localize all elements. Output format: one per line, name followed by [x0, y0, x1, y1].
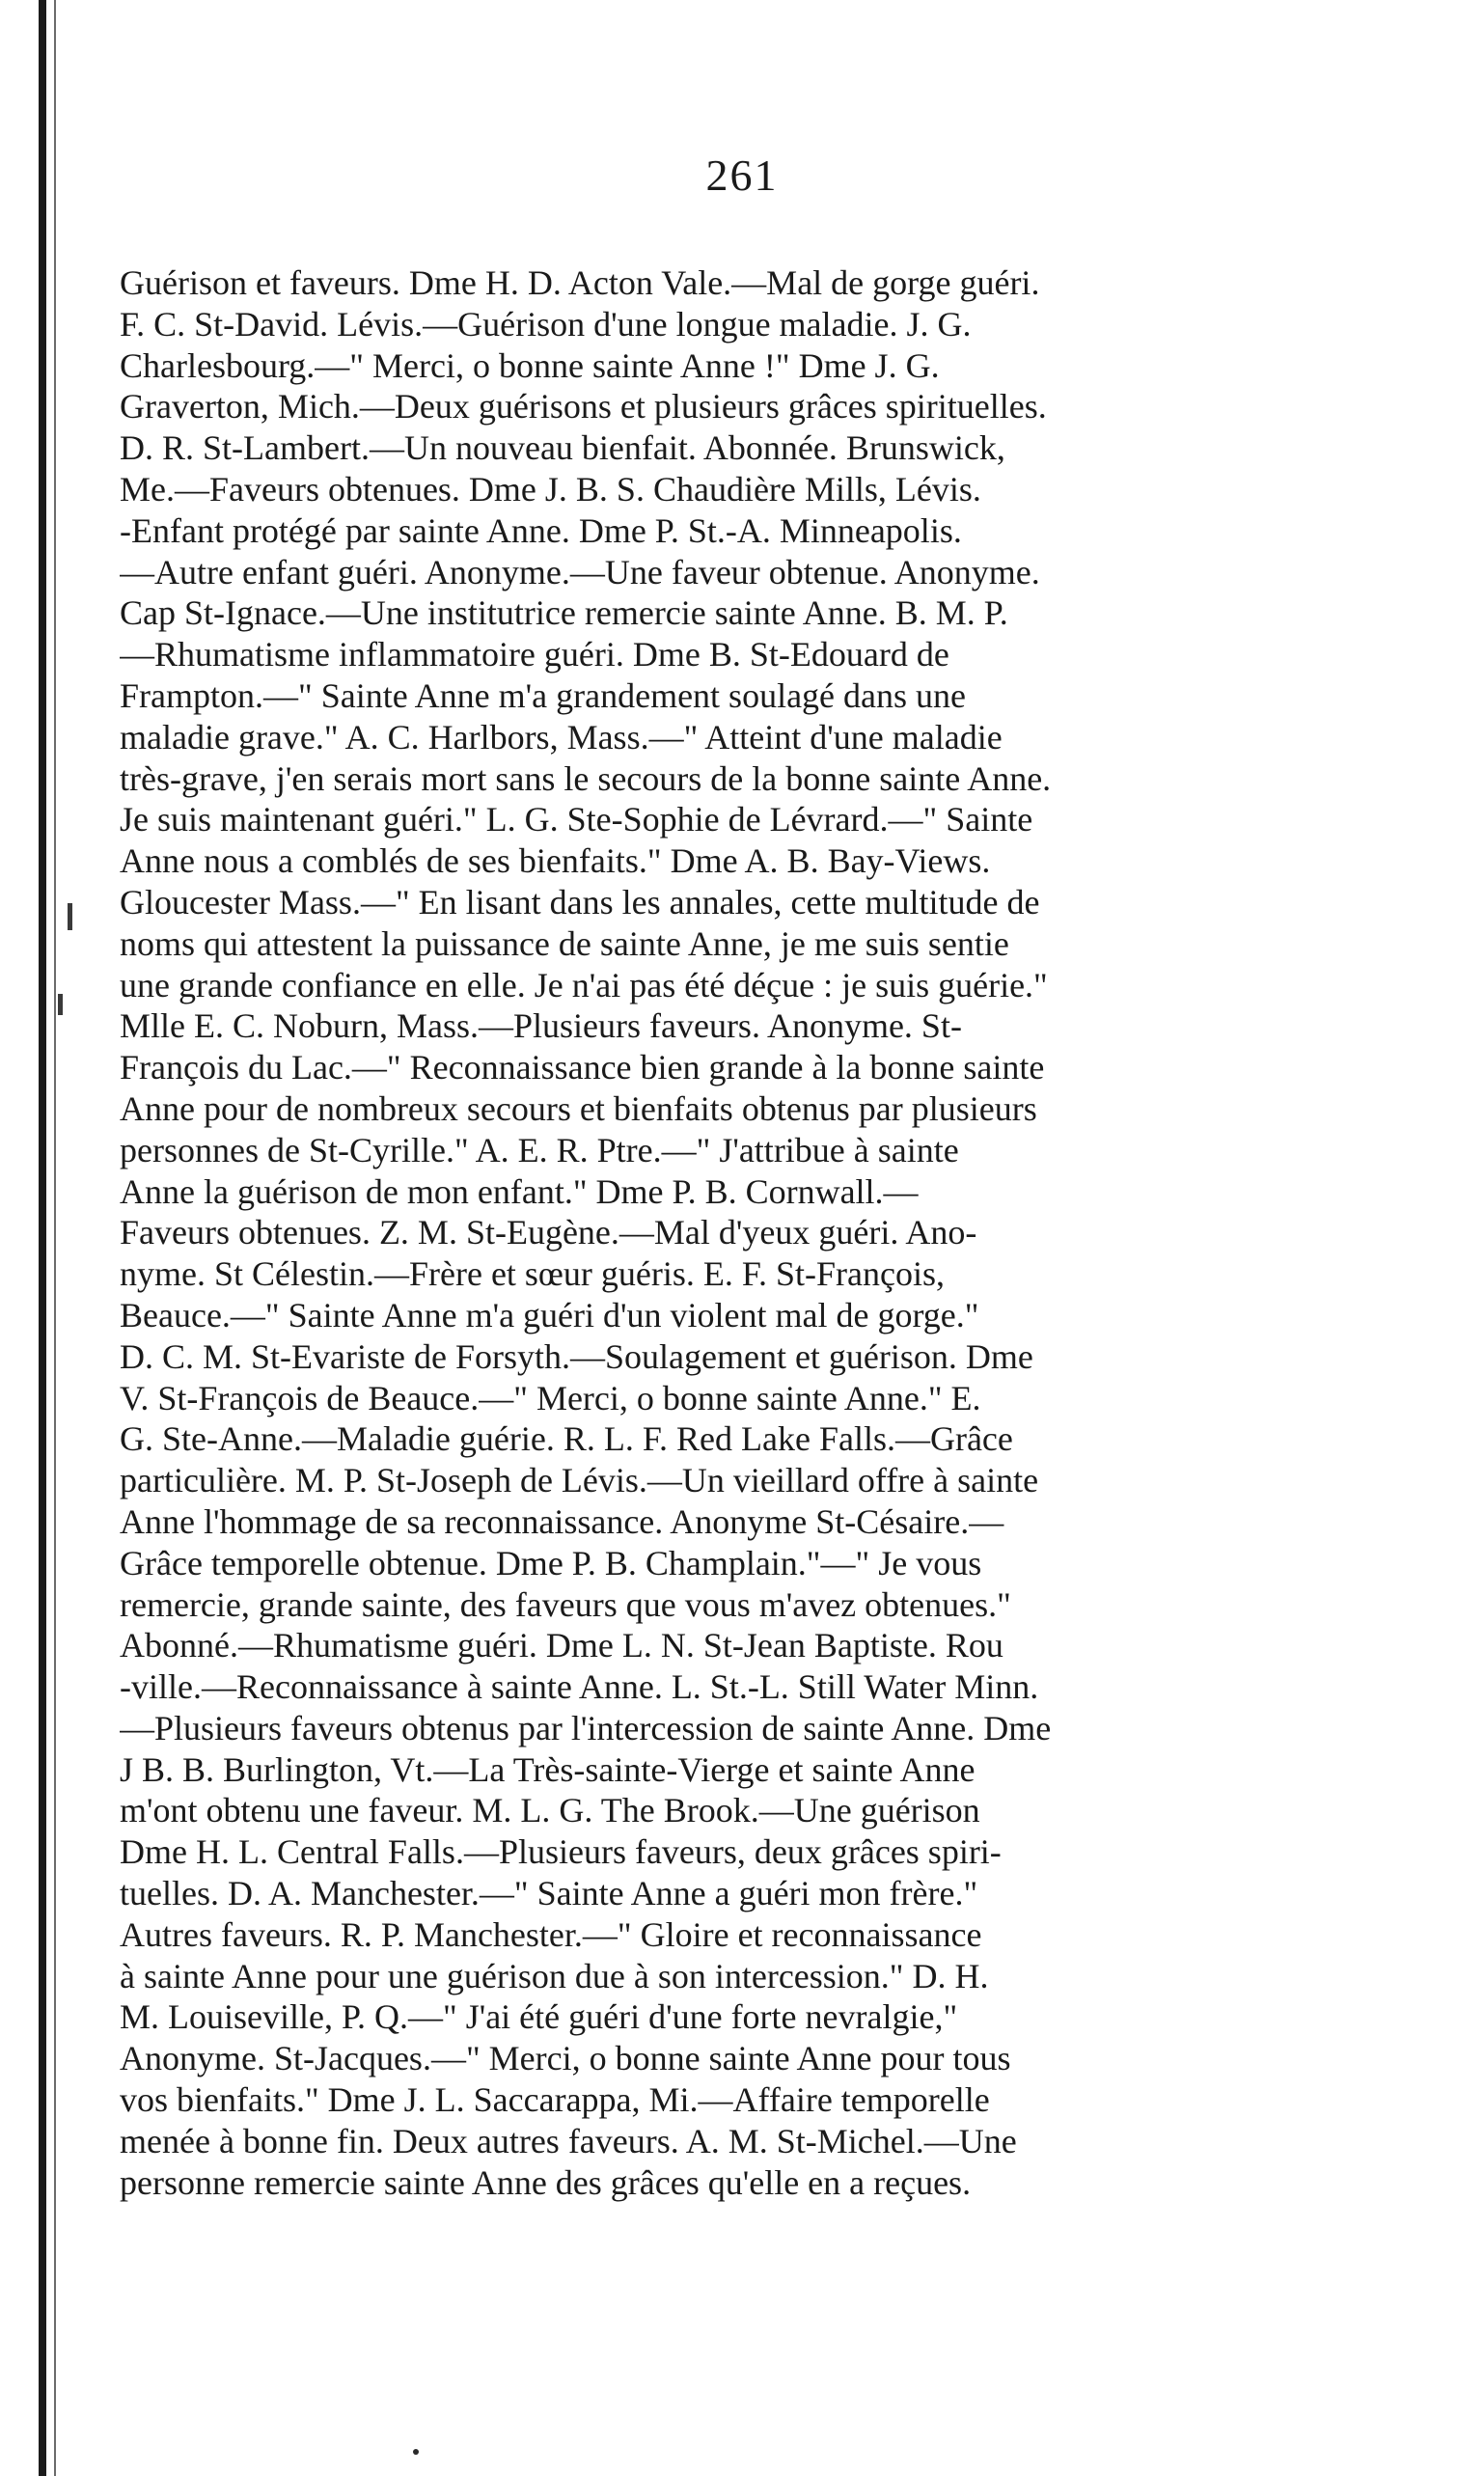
text-line: Autres faveurs. R. P. Manchester.—" Gloire et reconnaissance: [120, 1914, 982, 1954]
text-line: Mlle E. C. Noburn, Mass.—Plusieurs faveurs. Anonyme. St-: [120, 1006, 962, 1046]
text-line: Abonné.—Rhumatisme guéri. Dme L. N. St-Jean Baptiste. Rou: [120, 1626, 1003, 1665]
text-line: à sainte Anne pour une guérison due à son intercession." D. H.: [120, 1956, 989, 1995]
margin-mark: [68, 903, 72, 930]
text-line: noms qui attestent la puissance de sainte Anne, je me suis sentie: [120, 923, 1009, 963]
text-line: Gloucester Mass.—" En lisant dans les annales, cette multitude de: [120, 882, 1040, 922]
text-line: Guérison et faveurs. Dme H. D. Acton Vale.—Mal de gorge guéri.: [120, 263, 1040, 302]
page-edge-rule: [39, 0, 46, 2476]
text-line: Anne l'hommage de sa reconnaissance. Anonyme St-Césaire.—: [120, 1501, 1004, 1541]
text-line: tuelles. D. A. Manchester.—" Sainte Anne a guéri mon frère.": [120, 1874, 978, 1913]
text-line: Anne la guérison de mon enfant." Dme P. B. Cornwall.—: [120, 1171, 919, 1211]
text-line: vos bienfaits." Dme J. L. Saccarappa, Mi.—Affaire temporelle: [120, 2080, 990, 2120]
text-line: Je suis maintenant guéri." L. G. Ste-Sophie de Lévrard.—" Sainte: [120, 800, 1033, 839]
text-line: D. C. M. St-Evariste de Forsyth.—Soulagement et guérison. Dme: [120, 1336, 1033, 1376]
text-line: V. St-François de Beauce.—" Merci, o bonne sainte Anne." E.: [120, 1378, 981, 1417]
text-line: F. C. St-David. Lévis.—Guérison d'une longue maladie. J. G.: [120, 304, 972, 344]
text-line: Grâce temporelle obtenue. Dme P. B. Champlain."—" Je vous: [120, 1543, 982, 1582]
text-line: personnes de St-Cyrille." A. E. R. Ptre.—" J'attribue à sainte: [120, 1130, 959, 1169]
text-line: —Rhumatisme inflammatoire guéri. Dme B. St-Edouard de: [120, 635, 949, 674]
text-line: très-grave, j'en serais mort sans le secours de la bonne sainte Anne.: [120, 758, 1052, 798]
text-line: une grande confiance en elle. Je n'ai pas été déçue : je suis guérie.": [120, 965, 1048, 1004]
margin-mark: [58, 994, 63, 1015]
text-line: —Plusieurs faveurs obtenus par l'intercession de sainte Anne. Dme: [120, 1708, 1052, 1747]
text-line: M. Louiseville, P. Q.—" J'ai été guéri d'une forte nevralgie,": [120, 1997, 958, 2037]
text-line: Charlesbourg.—" Merci, o bonne sainte Anne !" Dme J. G.: [120, 345, 940, 385]
text-line: Graverton, Mich.—Deux guérisons et plusieurs grâces spirituelles.: [120, 387, 1047, 426]
text-line: nyme. St Célestin.—Frère et sœur guéris. E. F. St-François,: [120, 1254, 946, 1294]
text-line: personne remercie sainte Anne des grâces qu'elle en a reçues.: [120, 2162, 972, 2202]
text-line: D. R. St-Lambert.—Un nouveau bienfait. Abonnée. Brunswick,: [120, 428, 1005, 468]
text-line: Faveurs obtenues. Z. M. St-Eugène.—Mal d'yeux guéri. Ano-: [120, 1213, 977, 1252]
page-edge-rule-thin: [54, 0, 56, 2476]
page-body-text: [120, 262, 1364, 2203]
ink-speck: [413, 2449, 419, 2455]
text-line: G. Ste-Anne.—Maladie guérie. R. L. F. Red Lake Falls.—Grâce: [120, 1419, 1013, 1459]
text-line: J B. B. Burlington, Vt.—La Très-sainte-Vierge et sainte Anne: [120, 1749, 976, 1789]
text-line: remercie, grande sainte, des faveurs que vous m'avez obtenues.": [120, 1584, 1011, 1624]
text-line: Anne nous a comblés de ses bienfaits." Dme A. B. Bay-Views.: [120, 841, 991, 881]
text-line: Beauce.—" Sainte Anne m'a guéri d'un violent mal de gorge.": [120, 1295, 979, 1334]
text-line: menée à bonne fin. Deux autres faveurs. A. M. St-Michel.—Une: [120, 2121, 1017, 2160]
text-line: Anne pour de nombreux secours et bienfaits obtenus par plusieurs: [120, 1088, 1037, 1128]
text-line: Me.—Faveurs obtenues. Dme J. B. S. Chaudière Mills, Lévis.: [120, 469, 981, 509]
text-line: Anonyme. St-Jacques.—" Merci, o bonne sainte Anne pour tous: [120, 2039, 1011, 2078]
text-line: —Autre enfant guéri. Anonyme.—Une faveur obtenue. Anonyme.: [120, 552, 1040, 591]
text-line: Dme H. L. Central Falls.—Plusieurs faveurs, deux grâces spiri-: [120, 1832, 1002, 1872]
text-line: m'ont obtenu une faveur. M. L. G. The Brook.—Une guérison: [120, 1791, 980, 1830]
text-line: maladie grave." A. C. Harlbors, Mass.—" Atteint d'une maladie: [120, 717, 1003, 757]
text-line: François du Lac.—" Reconnaissance bien grande à la bonne sainte: [120, 1048, 1045, 1087]
text-line: Frampton.—" Sainte Anne m'a grandement soulagé dans une: [120, 675, 966, 715]
text-line: Cap St-Ignace.—Une institutrice remercie sainte Anne. B. M. P.: [120, 593, 1008, 633]
text-line: -ville.—Reconnaissance à sainte Anne. L. St.-L. Still Water Minn.: [120, 1667, 1039, 1707]
text-line: particulière. M. P. St-Joseph de Lévis.—Un vieillard offre à sainte: [120, 1461, 1039, 1500]
page-number: 261: [705, 151, 779, 200]
text-line: -Enfant protégé par sainte Anne. Dme P. St.-A. Minneapolis.: [120, 510, 962, 550]
